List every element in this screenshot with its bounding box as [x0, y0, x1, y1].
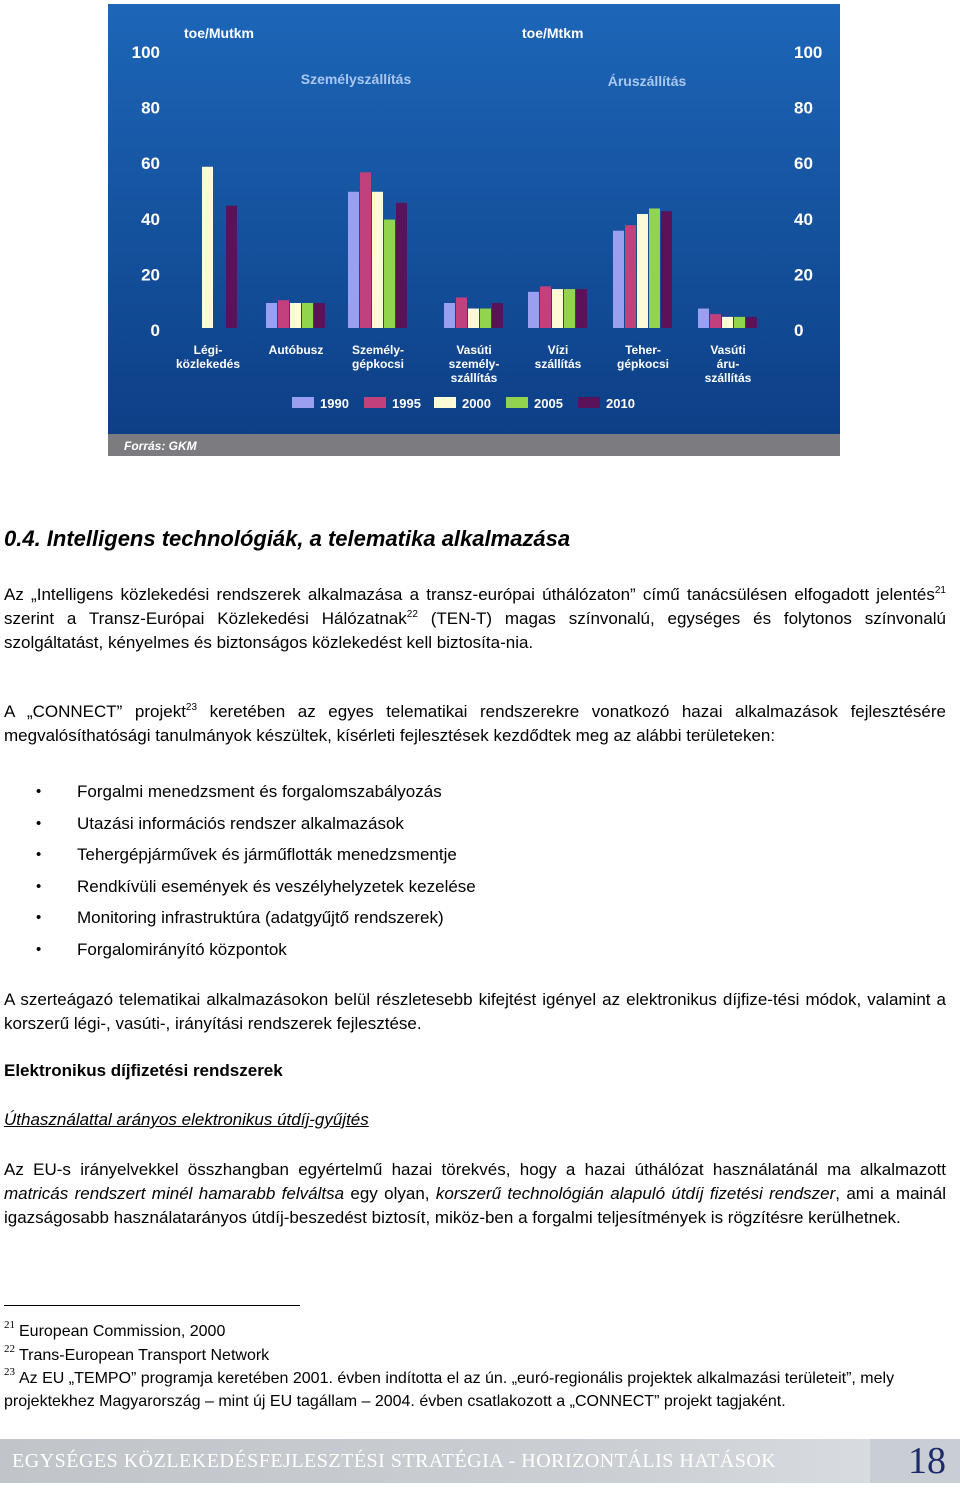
- bar: [226, 206, 237, 328]
- legend-swatch: [506, 397, 528, 408]
- bar: [384, 220, 395, 328]
- list-item: • Rendkívüli események és veszélyhelyzetek kezelése: [4, 875, 904, 907]
- category-label: Autóbusz: [268, 343, 324, 357]
- y-tick-label-right: 60: [794, 154, 813, 174]
- category-label: Személy-gépkocsi: [351, 343, 405, 371]
- legend-label: 2000: [462, 396, 491, 411]
- bar-chart: [108, 4, 840, 456]
- bar: [444, 303, 455, 328]
- legend-label: 2005: [534, 396, 563, 411]
- legend-swatch: [292, 397, 314, 408]
- chart-source: Forrás: GKM: [124, 439, 197, 453]
- chart-figure: [108, 4, 840, 456]
- bar: [348, 192, 359, 328]
- bar: [722, 317, 733, 328]
- bar: [278, 300, 289, 328]
- bar: [734, 317, 745, 328]
- left-axis-unit: toe/Mutkm: [184, 25, 254, 41]
- intro-paragraph: Az „Intelligens közlekedési rendszerek alkalmazása a transz-európai úthálózaton” című tanácsülésen elfogadott jelentés$^{21}$ szerint a Transz-Európai Közlekedési Hálózatnak$^{22}$ (TEN-T) magas színvonalú, egységes és folytonos színvonalú szolgáltatást, kényelmes és biztonságos közlekedést kell biztosíta-nia.: [4, 585, 946, 652]
- bar: [290, 303, 301, 328]
- bar: [480, 309, 491, 328]
- y-tick-label-left: 100: [131, 43, 160, 62]
- subheading-electronic-toll: Elektronikus díjfizetési rendszerek: [4, 1061, 283, 1080]
- freight-group-title: Áruszállítás: [607, 73, 687, 89]
- legend-label: 2010: [606, 396, 635, 411]
- legend-label: 1990: [320, 396, 349, 411]
- section-title: 0.4. Intelligens technológiák, a telematika alkalmazása: [4, 526, 571, 551]
- category-label: Vasúti áru-szállítás: [704, 343, 752, 385]
- right-axis-unit: toe/Mtkm: [522, 25, 584, 41]
- bar: [637, 214, 648, 328]
- footnote-21: $^{21}$ European Commission, 2000: [4, 1319, 226, 1340]
- bar: [698, 309, 709, 328]
- category-label: Légi-közlekedés: [175, 343, 241, 371]
- y-tick-label-right: 80: [794, 98, 813, 118]
- bar: [360, 172, 371, 328]
- area-list: [4, 780, 904, 970]
- page-number: 18: [908, 1440, 946, 1482]
- bar: [372, 192, 383, 328]
- list-item: • Utazási információs rendszer alkalmazások: [4, 812, 904, 844]
- bar: [492, 303, 503, 328]
- connect-paragraph: A „CONNECT” projekt$^{23}$ keretében az egyes telematikai rendszerekre vonatkozó hazai alkalmazások fejlesztésére megvalósíthatósági tanulmányok készültek, kísérleti fejlesztések kezdődtek meg az alábbi területeken:: [4, 702, 947, 745]
- bar: [576, 289, 587, 328]
- footnote-ref-21[interactable]: 21: [934, 585, 946, 596]
- footnote-separator: [4, 1305, 300, 1306]
- bar: [468, 309, 479, 328]
- legend-label: 1995: [392, 396, 421, 411]
- bar: [552, 289, 563, 328]
- bar: [649, 208, 660, 328]
- list-item: • Monitoring infrastruktúra (adatgyűjtő rendszerek): [4, 906, 904, 938]
- legend-swatch: [578, 397, 600, 408]
- list-item: • Forgalmi menedzsment és forgalomszabályozás: [4, 780, 904, 812]
- y-tick-label-left: 0: [150, 321, 160, 340]
- footnote-ref-22[interactable]: 22: [406, 609, 418, 620]
- bar: [625, 225, 636, 328]
- page-footer: [0, 1439, 960, 1483]
- y-tick-label-right: 40: [794, 209, 813, 229]
- bar: [202, 167, 213, 328]
- subheading-toll-collection: Úthasználattal arányos elektronikus útdíj-gyűjtés: [4, 1110, 369, 1129]
- category-label: Vasúti személy-szállítás: [448, 343, 500, 385]
- footer-title: EGYSÉGES KÖZLEKEDÉSFEJLESZTÉSI STRATÉGIA - HORIZONTÁLIS HATÁSOK: [12, 1450, 777, 1472]
- y-tick-label-left: 80: [141, 98, 160, 118]
- y-tick-label-left: 40: [141, 209, 160, 229]
- footnote-ref-23[interactable]: 23: [185, 702, 198, 713]
- bar: [613, 231, 624, 328]
- bar: [314, 303, 325, 328]
- y-tick-label-left: 20: [141, 265, 160, 285]
- bar: [746, 317, 757, 328]
- category-label: Teher-gépkocsi: [616, 343, 670, 371]
- source-strip: [108, 434, 840, 456]
- bar: [564, 289, 575, 328]
- bar: [661, 211, 672, 328]
- passenger-group-title: Személyszállítás: [300, 71, 412, 87]
- bar: [396, 203, 407, 328]
- toll-paragraph: Az EU-s irányelvekkel összhangban egyértelmű hazai törekvés, hogy a hazai úthálózat használatánál ma alkalmazott matricás rendszert minél hamarabb felváltsa egy olyan, korszerű technológián alapuló útdíj fizetési rendszer, ami a mainál igazságosabb használatarányos útdíj-beszedést biztosít, miköz-ben a forgalmi teljesítmények is rögzítésre kerülhetnek.: [4, 1160, 946, 1227]
- y-tick-label-right: 20: [794, 265, 813, 285]
- telematics-paragraph: A szerteágazó telematikai alkalmazásokon belül részletesebb kifejtést igényel az elektronikus díjfize-tési módok, valamint a korszerű légi-, vasúti-, irányítási rendszerek fejlesztése.: [4, 990, 946, 1033]
- list-item: • Forgalomirányító központok: [4, 938, 904, 970]
- category-label: Vízi szállítás: [534, 343, 582, 371]
- y-tick-label-right: 0: [794, 321, 804, 340]
- list-item: • Tehergépjárművek és járműflották menedzsmentje: [4, 843, 904, 875]
- footnote-23: $^{23}$ Az EU „TEMPO” programja keretében 2001. évben indította el az ún. „euró-regionális projektek alkalmazási területeit”, mely projektekhez Magyarország – mint új EU tagállam – 2004. évben csatlakozott a „CONNECT” projekt tagjaként.: [4, 1366, 895, 1410]
- bar: [528, 292, 539, 328]
- bar: [456, 297, 467, 328]
- y-tick-label-left: 60: [141, 154, 160, 174]
- footnote-22: $^{22}$ Trans-European Transport Network: [4, 1343, 270, 1364]
- legend-swatch: [364, 397, 386, 408]
- bar: [266, 303, 277, 328]
- bar: [710, 314, 721, 328]
- legend-swatch: [434, 397, 456, 408]
- bar: [302, 303, 313, 328]
- y-tick-label-right: 100: [794, 43, 823, 62]
- bar: [540, 286, 551, 328]
